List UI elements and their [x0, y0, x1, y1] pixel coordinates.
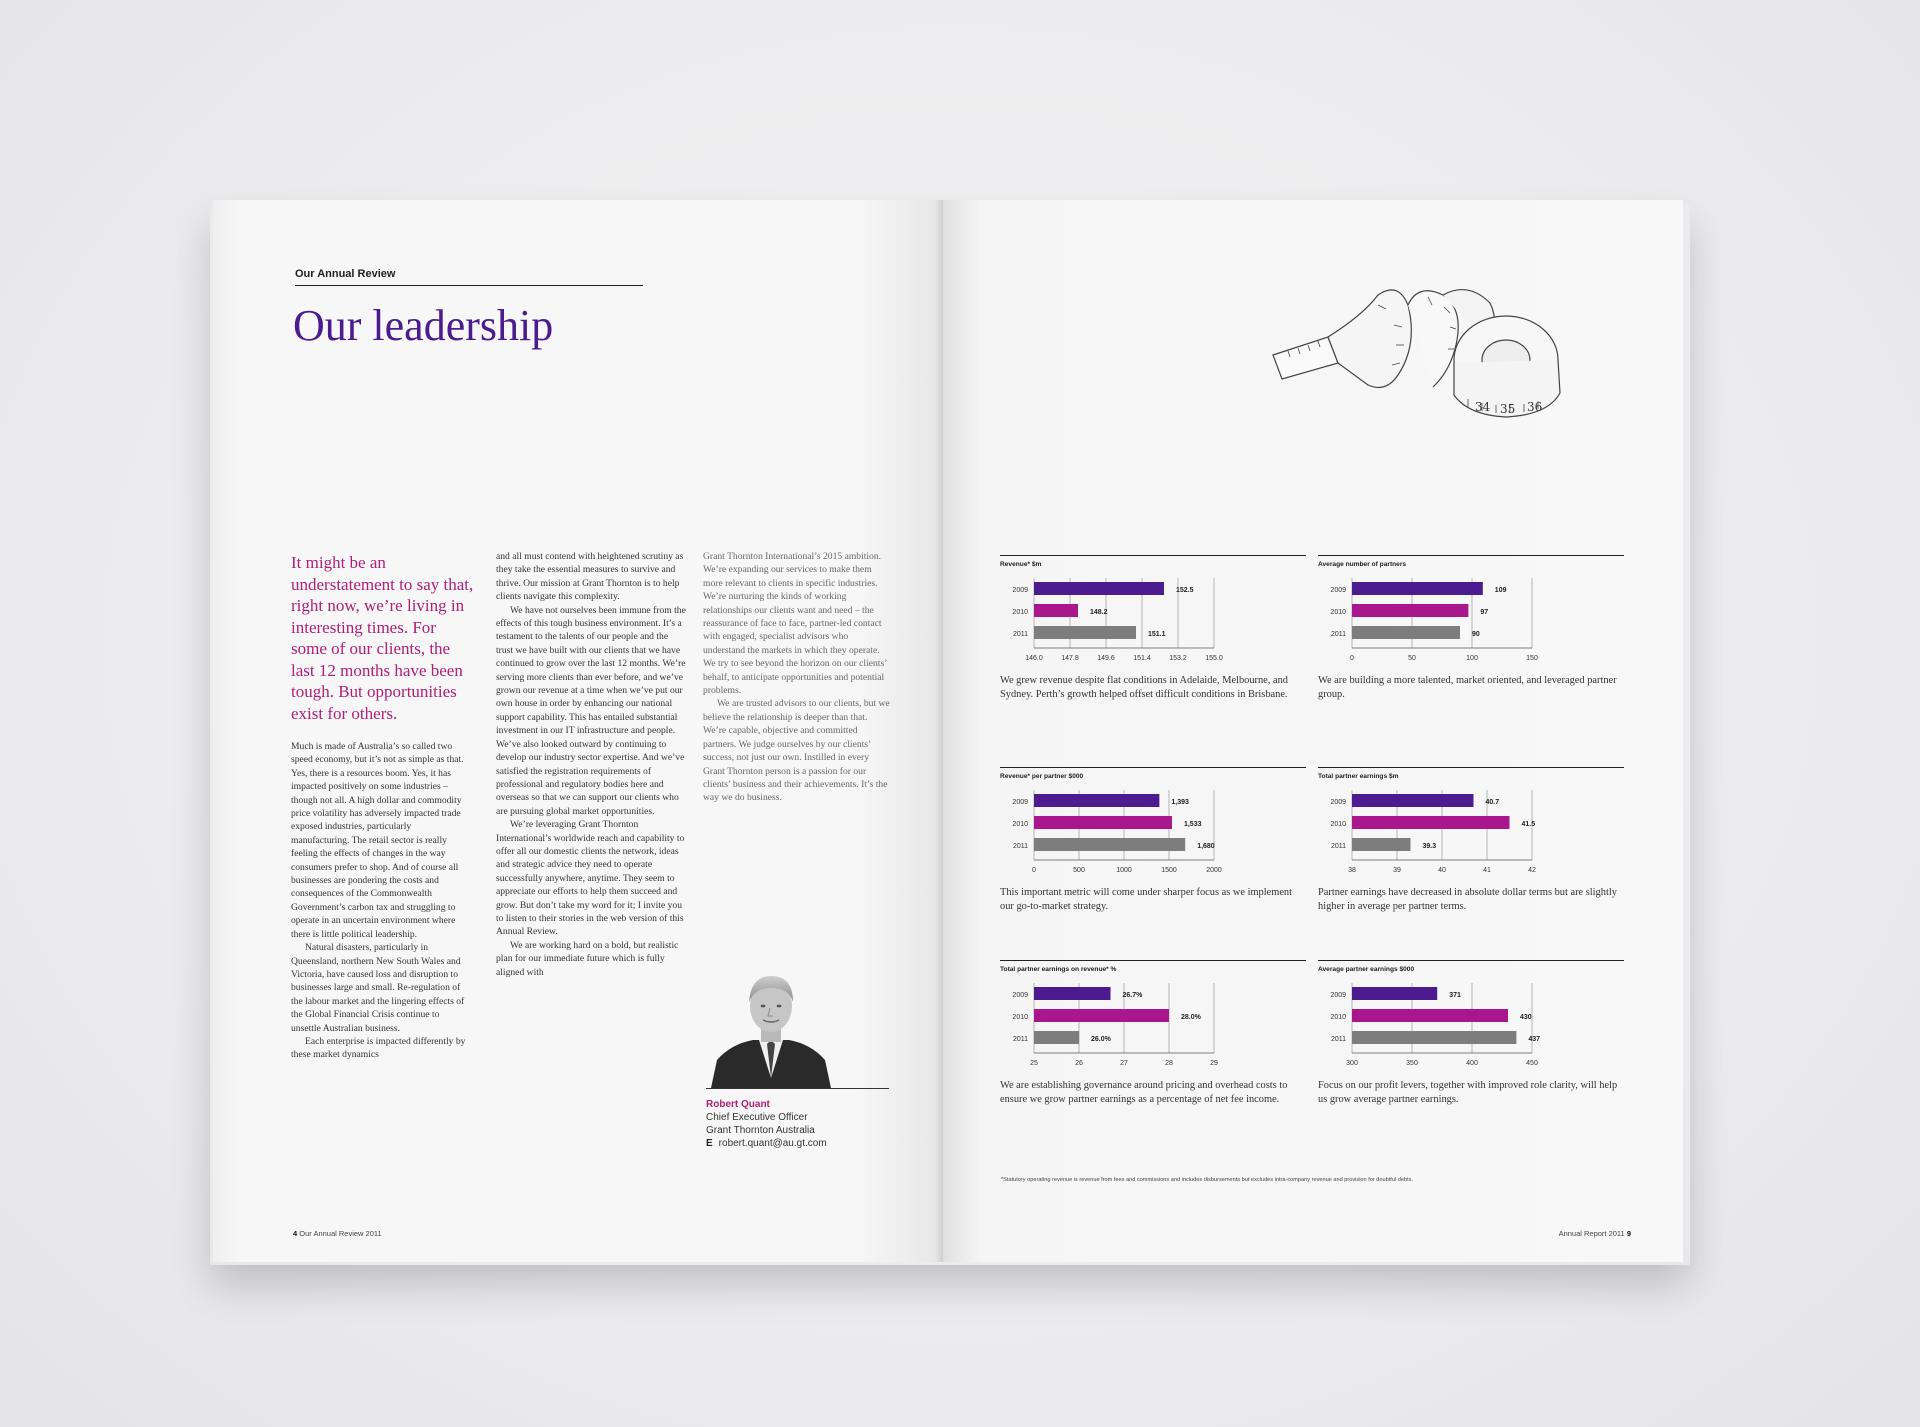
chart-title: Total partner earnings $m — [1318, 773, 1399, 780]
right-folio-text: Annual Report 2011 — [1558, 1229, 1625, 1238]
value-label: 39.3 — [1422, 843, 1437, 850]
tape-number: 34 — [1475, 400, 1491, 414]
tick-label: 151.4 — [1133, 655, 1151, 662]
tape-number: 35 — [1500, 402, 1516, 416]
value-label: 151.1 — [1148, 631, 1166, 638]
value-label: 152.5 — [1176, 587, 1194, 594]
value-label: 1,533 — [1183, 821, 1202, 828]
tick-label: 29 — [1210, 1060, 1218, 1067]
chart-total-partner-earnings — [1318, 767, 1624, 939]
bar — [1034, 626, 1136, 639]
ceo-portrait-photo — [711, 960, 831, 1088]
category-label: 2011 — [1330, 843, 1346, 850]
page-title: Our leadership — [293, 301, 554, 350]
bar — [1034, 838, 1185, 851]
tick-label: 2000 — [1206, 867, 1222, 874]
tick-label: 400 — [1466, 1060, 1478, 1067]
tick-label: 27 — [1120, 1060, 1128, 1067]
chart-caption: We grew revenue despite flat conditions in Adelaide, Melbourne, and Sydney. Perth’s growth helped offset difficult conditions in Brisbane. — [1000, 675, 1288, 700]
chart-plot — [1000, 574, 1306, 666]
tick-label: 25 — [1030, 1060, 1038, 1067]
tick-label: 0 — [1350, 655, 1354, 662]
chart-average-partner-earnings — [1318, 960, 1624, 1132]
tape-number: 36 — [1527, 400, 1543, 414]
value-label: 28.0% — [1181, 1014, 1201, 1021]
category-label: 2009 — [1012, 799, 1028, 806]
section-label: Our Annual Review — [295, 268, 643, 286]
body-column-2 — [496, 550, 686, 979]
bar — [1352, 794, 1474, 807]
bar — [1034, 794, 1159, 807]
bar — [1034, 1009, 1169, 1022]
paragraph: Natural disasters, particularly in Queensland, northern New South Wales and Victoria, have caused loss and disruption to businesses large and small. Re-regulation of the labour market and the lingering effects of the Global Financial Crisis continue to unsettle Australian business. — [291, 942, 465, 1034]
chart-plot — [1000, 786, 1306, 878]
tick-label: 450 — [1526, 1060, 1538, 1067]
value-label: 41.5 — [1521, 821, 1536, 828]
paragraph: Much is made of Australia’s so called two speed economy, but it’s not as simple as that. Yes, there is a resources boom. Yes, it has impacted positively on some industries – though not all. A high dollar and commodity price volatility has adversely impacted trade exposed industries, particularly manufacturing. The retail sector is really feeling the effects of changes in the way consumers prefer to shop. And of course all businesses are pondering the costs and consequences of the Commonwealth Government’s carbon tax and struggling to operate in an uncertain environment where there is little political leadership. — [291, 741, 464, 940]
category-label: 2010 — [1330, 1014, 1346, 1021]
left-folio-text: Our Annual Review 2011 — [299, 1229, 382, 1238]
bar — [1034, 816, 1172, 829]
chart-caption: Focus on our profit levers, together with improved role clarity, will help us grow average partner earnings. — [1318, 1080, 1618, 1105]
email-label: E — [706, 1138, 713, 1149]
left-folio — [293, 1229, 382, 1238]
category-label: 2010 — [1330, 821, 1346, 828]
category-label: 2009 — [1330, 587, 1346, 594]
chart-plot — [1318, 574, 1624, 666]
right-page — [943, 200, 1683, 1262]
category-label: 2011 — [1012, 631, 1028, 638]
bar — [1352, 816, 1510, 829]
tick-label: 1500 — [1161, 867, 1177, 874]
right-folio — [1559, 1229, 1631, 1238]
tick-label: 149.6 — [1097, 655, 1115, 662]
category-label: 2010 — [1012, 821, 1028, 828]
chart-plot — [1000, 979, 1306, 1071]
value-label: 1,680 — [1197, 843, 1215, 850]
paragraph: Grant Thornton International’s 2015 ambition. We’re expanding our services to make them more relevant to clients in specific industries. We’re nurturing the kinds of working relationships our clients want and need – the reassurance of face to face, partner-led contact with engaged, specialist advisors who understand the markets in which they operate. We try to see beyond the horizon on our clients’ behalf, to anticipate opportunities and potential problems. — [703, 551, 887, 697]
tick-label: 50 — [1408, 655, 1416, 662]
bar — [1034, 987, 1111, 1000]
tick-label: 153.2 — [1169, 655, 1187, 662]
category-label: 2010 — [1012, 1014, 1028, 1021]
paragraph: We are trusted advisors to our clients, but we believe the relationship is deeper than that. We’re capable, objective and committed partners. We judge ourselves by our clients’ success, not just our own. Instilled in every Grant Thornton person is a passion for our clients’ business and their achievements. It’s the way we do business. — [703, 698, 890, 804]
signature-block — [706, 1098, 827, 1150]
chart-title: Average partner earnings $000 — [1318, 966, 1415, 973]
tick-label: 146.0 — [1025, 655, 1043, 662]
paragraph: Each enterprise is impacted differently by these market dynamics — [291, 1035, 466, 1061]
measuring-tape-illustration — [1268, 275, 1568, 425]
value-label: 26.0% — [1091, 1036, 1111, 1043]
value-label: 430 — [1520, 1014, 1532, 1021]
chart-title: Average number of partners — [1318, 561, 1407, 568]
tick-label: 42 — [1528, 867, 1536, 874]
chart-title: Total partner earnings on revenue* % — [1000, 966, 1117, 973]
tick-label: 100 — [1466, 655, 1478, 662]
signature-company: Grant Thornton Australia — [706, 1125, 815, 1136]
bar — [1034, 604, 1078, 617]
category-label: 2011 — [1012, 1036, 1028, 1043]
tick-label: 38 — [1348, 867, 1356, 874]
bar — [1352, 1031, 1516, 1044]
paragraph: We have not ourselves been immune from the effects of this tough business environment. It’s a testament to the talents of our people and the trust we have built with our clients that we have continued to grow over the last 12 months. We’re serving more clients than ever before, and we’ve grown our revenue at a time when we’ve put our own house in order by enhancing our national support capability. This has entailed substantial investment in our IT infrastructure and people. We’ve also looked outward by continuing to develop our industry sector expertise. And we’ve satisfied the registration requirements of professional and regulatory bodies here and overseas so that we can support our clients who are pursuing global market opportunities. — [496, 604, 686, 817]
chart-caption: This important metric will come under sharper focus as we implement our go-to-market strategy. — [1000, 887, 1293, 912]
right-page-number: 9 — [1626, 1229, 1631, 1238]
body-column-3 — [703, 550, 891, 805]
paragraph: We’re leveraging Grant Thornton International’s worldwide reach and capability to offer all our domestic clients the network, ideas and strategic advice they need to operate successfully anywhere, anytime. They seem to appreciate our efforts to help them succeed and grow. But don’t take my word for it; I invite you to listen to their stories in the web version of this Annual Review. — [496, 819, 685, 938]
chart-title: Revenue* $m — [1000, 561, 1042, 568]
footnote: *Statutory operating revenue is revenue from fees and commissions and includes disbursements but excludes intra-company revenue and provision for doubtful debts. — [1001, 1177, 1413, 1183]
bar — [1034, 1031, 1079, 1044]
bar — [1352, 604, 1468, 617]
body-column-1 — [291, 740, 471, 1062]
value-label: 40.7 — [1485, 799, 1500, 806]
category-label: 2009 — [1330, 799, 1346, 806]
tick-label: 1000 — [1116, 867, 1132, 874]
tick-label: 26 — [1075, 1060, 1083, 1067]
signature-email-row — [706, 1137, 827, 1150]
tick-label: 150 — [1526, 655, 1538, 662]
chart-revenue-per-partner — [1000, 767, 1306, 939]
category-label: 2011 — [1012, 843, 1028, 850]
tick-label: 0 — [1032, 867, 1036, 874]
category-label: 2009 — [1330, 992, 1346, 999]
tick-label: 500 — [1073, 867, 1085, 874]
chart-plot — [1318, 979, 1624, 1071]
value-label: 1,393 — [1171, 799, 1189, 806]
category-label: 2009 — [1012, 587, 1028, 594]
signature-role: Chief Executive Officer — [706, 1112, 808, 1123]
paragraph: We are working hard on a bold, but realistic plan for our immediate future which is fully aligned with — [496, 939, 679, 978]
value-label: 437 — [1528, 1036, 1541, 1043]
value-label: 148.2 — [1090, 609, 1108, 616]
tick-label: 155.0 — [1205, 655, 1223, 662]
category-label: 2011 — [1330, 1036, 1346, 1043]
tick-label: 300 — [1346, 1060, 1358, 1067]
tick-label: 41 — [1483, 867, 1491, 874]
category-label: 2010 — [1330, 609, 1346, 616]
left-page-number: 4 — [293, 1229, 298, 1238]
signature-email-link[interactable]: robert.quant@au.gt.com — [718, 1138, 827, 1149]
bar — [1034, 582, 1164, 595]
chart-caption: Partner earnings have decreased in absolute dollar terms but are slightly higher in average per partner terms. — [1318, 887, 1617, 912]
value-label: 26.7% — [1122, 992, 1143, 999]
tick-label: 147.8 — [1061, 655, 1079, 662]
bar — [1352, 987, 1437, 1000]
bar — [1352, 1009, 1508, 1022]
chart-revenue — [1000, 555, 1306, 727]
value-label: 371 — [1449, 992, 1461, 999]
category-label: 2011 — [1330, 631, 1346, 638]
value-label: 90 — [1472, 631, 1480, 638]
paragraph: and all must contend with heightened scrutiny as they take the essential measures to survive and thrive. Our mission at Grant Thornton is to help clients navigate this complexity. — [496, 551, 684, 603]
value-label: 109 — [1494, 587, 1507, 594]
signature-name: Robert Quant — [706, 1099, 770, 1110]
tick-label: 350 — [1406, 1060, 1418, 1067]
bar — [1352, 582, 1483, 595]
chart-caption: We are establishing governance around pricing and overhead costs to ensure we grow partner earnings as a percentage of net fee income. — [1000, 1080, 1288, 1105]
chart-plot — [1318, 786, 1624, 878]
bar — [1352, 838, 1411, 851]
lead-quote: It might be an understatement to say that, right now, we’re living in interesting times. For some of our clients, the last 12 months have been tough. But opportunities exist for others. — [291, 553, 474, 723]
tick-label: 28 — [1165, 1060, 1173, 1067]
left-page — [213, 200, 943, 1262]
portrait-rule — [706, 1088, 889, 1089]
tick-label: 39 — [1393, 867, 1401, 874]
chart-caption: We are building a more talented, market oriented, and leveraged partner group. — [1318, 675, 1617, 700]
category-label: 2009 — [1012, 992, 1028, 999]
tick-label: 40 — [1438, 867, 1446, 874]
chart-earnings-on-revenue — [1000, 960, 1306, 1132]
chart-title: Revenue* per partner $000 — [1000, 773, 1084, 780]
chart-average-partners — [1318, 555, 1624, 727]
value-label: 97 — [1480, 609, 1489, 616]
bar — [1352, 626, 1460, 639]
category-label: 2010 — [1012, 609, 1028, 616]
